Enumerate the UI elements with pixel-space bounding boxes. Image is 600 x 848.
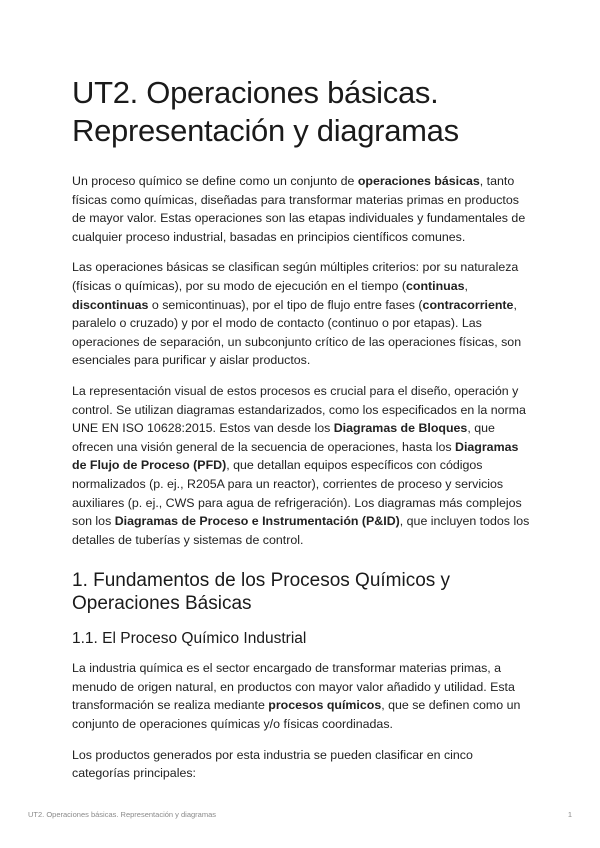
footer-title: UT2. Operaciones básicas. Representación y diagramas [28,810,217,819]
bold-term: procesos químicos [268,698,382,713]
bold-term: operaciones básicas [357,174,480,188]
title-line-1: UT2. Operaciones básicas. [72,75,439,110]
section-1-heading: 1. Fundamentos de los Procesos Químicos y Operaciones Básicas [72,570,451,615]
intro-paragraph-1: Un proceso químico se define como un conjunto de operaciones básicas, tanto físicas como químicas, diseñadas para transformar materias primas en productos de mayor valor. Estas operaciones son las etapas individuales y fundamentales de cualquier proceso industrial, basadas en principios científicos comunes. [72,174,526,244]
bold-term: continuas [406,278,465,293]
page-footer [28,810,572,819]
page-title [72,74,530,150]
intro-paragraph-3: La representación visual de estos procesos es crucial para el diseño, operación y control. Se utilizan diagramas estandarizados, como los especificados en la norma UNE EN ISO 10628:2015. Estos van desde los Diagramas de Bloques, que ofrecen una visión general de la secuencia de operaciones, hasta los Diagramas de Flujo de Proceso (PFD), que detallan equipos específicos con códigos normalizados (p. ej., R205A para un reactor), corrientes de proceso y servicios auxiliares (p. ej., CWS para agua de refrigeración). Los diagramas más complejos son los Diagramas de Proceso e Instrumentación (P&ID), que incluyen todos los detalles de tuberías y sistemas de control. [72,383,530,547]
document-page [72,74,530,795]
subsection-1-1-heading: 1.1. El Proceso Químico Industrial [72,630,307,648]
bold-term: Diagramas de Bloques [333,421,468,436]
bold-term: Diagramas de Flujo de Proceso (PFD) [72,439,519,473]
bold-term: contracorriente [422,297,514,312]
intro-paragraph-2: Las operaciones básicas se clasifican según múltiples criterios: por su naturaleza (físicas o químicas), por su modo de ejecución en el tiempo (continuas, discontinuas o semicontinuas), por el tipo de flujo entre fases (contracorriente, paralelo o cruzado) y por el modo de contacto (continuo o por etapas). Las operaciones de separación, un subconjunto crítico de las operaciones físicas, son esenciales para purificar y aislar productos. [72,260,522,368]
bold-term: Diagramas de Proceso e Instrumentación (P&ID) [114,514,400,529]
title-line-2: Representación y diagramas [72,113,459,148]
subsection-paragraph-2: Los productos generados por esta industria se pueden clasificar en cinco categorías principales: [72,747,473,781]
subsection-paragraph-1: La industria química es el sector encargado de transformar materias primas, a menudo de origen natural, en productos con mayor valor añadido y utilidad. Esta transformación se realiza mediante procesos químicos, que se definen como un conjunto de operaciones químicas y/o físicas coordinadas. [72,661,521,732]
page-number: 1 [567,810,572,819]
bold-term: discontinuas [72,297,149,312]
